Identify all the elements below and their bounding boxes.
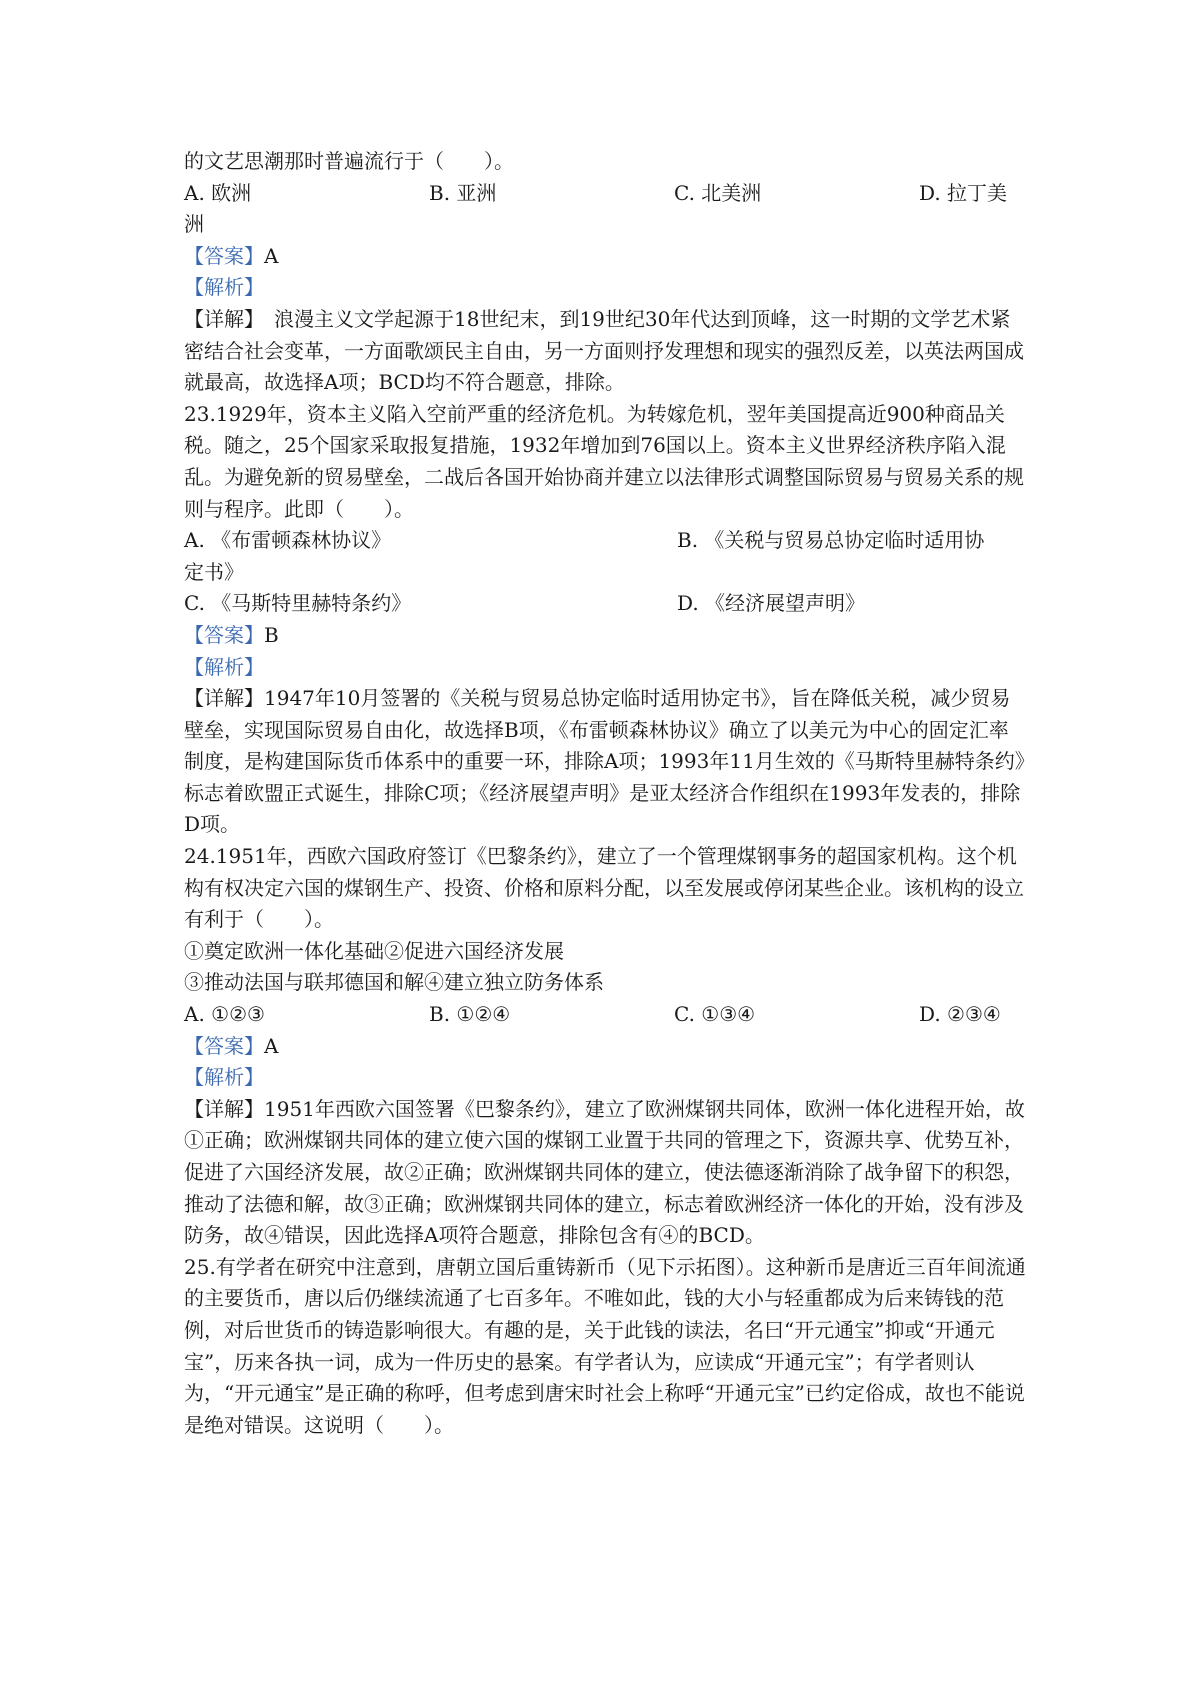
q23-option-c: C. 《马斯特里赫特条约》 bbox=[184, 591, 412, 616]
q22-option-d: D. 拉丁美 bbox=[919, 180, 1008, 205]
q24-answer bbox=[184, 1031, 1027, 1063]
q23-answer-value: B bbox=[264, 622, 279, 647]
document-page bbox=[184, 146, 1027, 1441]
q25-stem: 25.有学者在研究中注意到，唐朝立国后重铸新币（见下示拓图）。这种新币是唐近三百年间流通的主要货币，唐以后仍继续流通了七百多年。不唯如此，钱的大小与轻重都成为后来铸钱的范例，对后世货币的铸造影响很大。有趣的是，关于此钱的读法，名曰“开元通宝”抑或“开通元宝”，历来各执一词，成为一件历史的悬案。有学者认为，应读成“开通元宝”；有学者则认为，“开元通宝”是正确的称呼，但考虑到唐宋时社会上称呼“开通元宝”已约定俗成，故也不能说是绝对错误。这说明（ ）。 bbox=[184, 1254, 1026, 1437]
q22-answer-value: A bbox=[264, 243, 279, 268]
q24-detail bbox=[184, 1094, 1027, 1252]
q23-options-row2 bbox=[184, 588, 1027, 620]
detail-tag: 【详解】 bbox=[184, 686, 264, 711]
q22-detail-text: 浪漫主义文学起源于18世纪末，到19世纪30年代达到顶峰，这一时期的文学艺术紧密结合社会变革，一方面歌颂民主自由，另一方面则抒发理想和现实的强烈反差，以英法两国成就最高，故选择A项；BCD均不符合题意，排除。 bbox=[184, 306, 1024, 395]
q23-options-row1 bbox=[184, 525, 1027, 557]
q22-answer bbox=[184, 241, 1027, 273]
q24-detail-text: 1951年西欧六国签署《巴黎条约》，建立了欧洲煤钢共同体，欧洲一体化进程开始，故①正确；欧洲煤钢共同体的建立使六国的煤钢工业置于共同的管理之下，资源共享、优势互补，促进了六国经济发展，故②正确；欧洲煤钢共同体的建立，使法德逐渐消除了战争留下的积怨，推动了法德和解，故③正确；欧洲煤钢共同体的建立，标志着欧洲经济一体化的开始，没有涉及防务，故④错误，因此选择A项符合题意，排除包含有④的BCD。 bbox=[184, 1096, 1025, 1248]
q22-stem-tail: 的文艺思潮那时普遍流行于（ ）。 bbox=[184, 149, 514, 173]
q23-stem: 23.1929年，资本主义陷入空前严重的经济危机。为转嫁危机，翌年美国提高近900种商品关税。随之，25个国家采取报复措施，1932年增加到76国以上。资本主义世界经济秩序陷入混乱。为避免新的贸易壁垒，二战后各国开始协商并建立以法律形式调整国际贸易与贸易关系的规则与程序。此即（ ）。 bbox=[184, 401, 1024, 521]
detail-tag: 【详解】 bbox=[184, 306, 254, 331]
q23-detail bbox=[184, 683, 1027, 841]
q23-option-b: B. 《关税与贸易总协定临时适用协 bbox=[677, 528, 985, 553]
q22-detail bbox=[184, 304, 1027, 399]
q24-items-line2: ③推动法国与联邦德国和解④建立独立防务体系 bbox=[184, 970, 604, 995]
q24-items-line1: ①奠定欧洲一体化基础②促进六国经济发展 bbox=[184, 938, 564, 963]
answer-tag: 【答案】 bbox=[184, 1033, 264, 1058]
q24-answer-value: A bbox=[264, 1033, 279, 1058]
q23-answer bbox=[184, 620, 1027, 652]
q22-options bbox=[184, 178, 1027, 210]
q23-detail-text: 1947年10月签署的《关税与贸易总协定临时适用协定书》，旨在降低关税，减少贸易壁垒，实现国际贸易自由化，故选择B项，《布雷顿森林协议》确立了以美元为中心的固定汇率制度，是构建国际货币体系中的重要一环，排除A项；1993年11月生效的《马斯特里赫特条约》标志着欧盟正式诞生，排除C项；《经济展望声明》是亚太经济合作组织在1993年发表的，排除D项。 bbox=[184, 686, 1025, 837]
q23-analysis-tag: 【解析】 bbox=[184, 654, 264, 679]
q24-option-d: D. ②③④ bbox=[919, 1002, 1001, 1027]
detail-tag: 【详解】 bbox=[184, 1096, 264, 1121]
q22-option-c: C. 北美洲 bbox=[674, 180, 762, 205]
answer-tag: 【答案】 bbox=[184, 622, 264, 647]
q22-option-b: B. 亚洲 bbox=[429, 180, 497, 205]
q23-option-b-wrap: 定书》 bbox=[184, 559, 244, 584]
q24-analysis-tag: 【解析】 bbox=[184, 1065, 264, 1090]
q24-option-a: A. ①②③ bbox=[184, 1002, 265, 1027]
q24-stem: 24.1951年，西欧六国政府签订《巴黎条约》，建立了一个管理煤钢事务的超国家机构。这个机构有权决定六国的煤钢生产、投资、价格和原料分配，以至发展或停闭某些企业。该机构的设立有利于（ ）。 bbox=[184, 844, 1024, 932]
q22-analysis-tag: 【解析】 bbox=[184, 275, 264, 300]
q22-option-d-wrap: 洲 bbox=[184, 212, 204, 237]
q22-option-a: A. 欧洲 bbox=[184, 180, 252, 205]
q24-option-c: C. ①③④ bbox=[674, 1002, 756, 1027]
answer-tag: 【答案】 bbox=[184, 243, 264, 268]
q24-option-b: B. ①②④ bbox=[429, 1002, 511, 1027]
q23-option-a: A. 《布雷顿森林协议》 bbox=[184, 528, 392, 553]
q24-options bbox=[184, 999, 1027, 1031]
q23-option-d: D. 《经济展望声明》 bbox=[677, 591, 866, 616]
